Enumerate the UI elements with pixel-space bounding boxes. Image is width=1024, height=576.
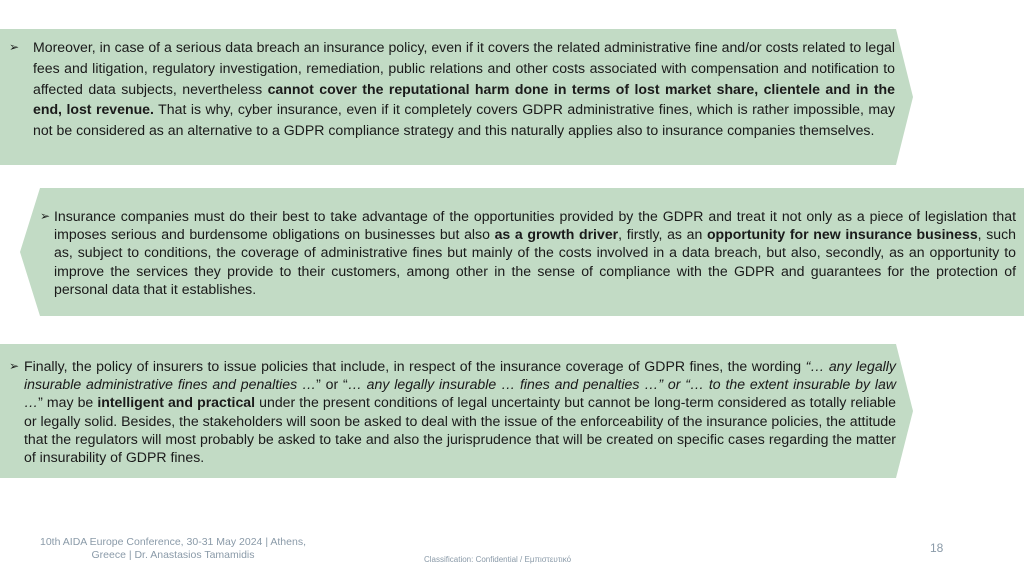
- text-run: under the present conditions of legal uncertainty but cannot be long-term considered as totally reliable or legally solid. Besides, the stakeholders will soon be asked to deal with the issue of the enforceability of the insurance policies, the attitude that the regulators will most probably be asked to take and also the jurisprudence that will be created on specific cases regarding the matter of insurability of GDPR fines.: [24, 394, 896, 466]
- text-run: , such as, subject to conditions, the coverage of administrative fines but mainly of the costs involved in a data breach, but also, secondly, as an opportunity to improve the services they provide to their customers, among other in the sense of compliance with the GDPR and guarantees for the protection of personal data that it establishes.: [54, 226, 1016, 297]
- text-run: That is why, cyber insurance, even if it completely covers GDPR administrative fines, which is rather impossible, may not be considered as an alternative to a GDPR compliance strategy and this naturally applies also to insurance companies themselves.: [33, 101, 895, 139]
- text-run: , firstly, as an: [618, 226, 707, 243]
- arrow-bullet-icon: ➢: [40, 209, 51, 223]
- emphasis-bold: cannot cover the reputational harm done in terms of lost market share, clientele and in the end, lost revenue.: [33, 80, 895, 118]
- arrow-bullet-icon: ➢: [9, 40, 20, 54]
- emphasis-bold: intelligent and practical: [97, 394, 256, 411]
- text-run: ” or “: [316, 376, 348, 393]
- text-run: Finally, the policy of insurers to issue policies that include, in respect of the insurance coverage of GDPR fines, the wording: [24, 358, 806, 374]
- emphasis-italic: … any legally insurable … fines and penalties …” or “… to the extent insurable by law …: [24, 376, 897, 411]
- emphasis-bold: as a growth driver: [494, 226, 619, 243]
- text-run: Moreover, in case of a serious data breach an insurance policy, even if it covers the related administrative fine and/or costs related to legal fees and litigation, regulatory investigation, remediation, public relations and other costs associated with compensation and notification to affected data subjects, nevertheless: [33, 39, 895, 97]
- footer-conference: 10th AIDA Europe Conference, 30-31 May 2024 | Athens, Greece | Dr. Anastasios Tamamidis: [40, 536, 306, 561]
- bullet-text-3: [24, 357, 896, 466]
- bullet-text-2: [54, 207, 1016, 298]
- bullet-text-1: [33, 37, 895, 141]
- text-run: Insurance companies must do their best to take advantage of the opportunities provided by the GDPR and treat it not only as a piece of legislation that imposes serious and burdensome obligations on businesses but also: [54, 208, 1016, 243]
- text-run: ” may be: [38, 394, 98, 411]
- arrow-bullet-icon: ➢: [9, 359, 20, 373]
- emphasis-bold: opportunity for new insurance business: [706, 226, 978, 243]
- page-number: 18: [930, 541, 944, 555]
- footer-classification: Classification: Confidential / Εμπιστευτικό: [424, 555, 572, 564]
- emphasis-italic: “… any legally insurable administrative fines and penalties …: [24, 358, 896, 393]
